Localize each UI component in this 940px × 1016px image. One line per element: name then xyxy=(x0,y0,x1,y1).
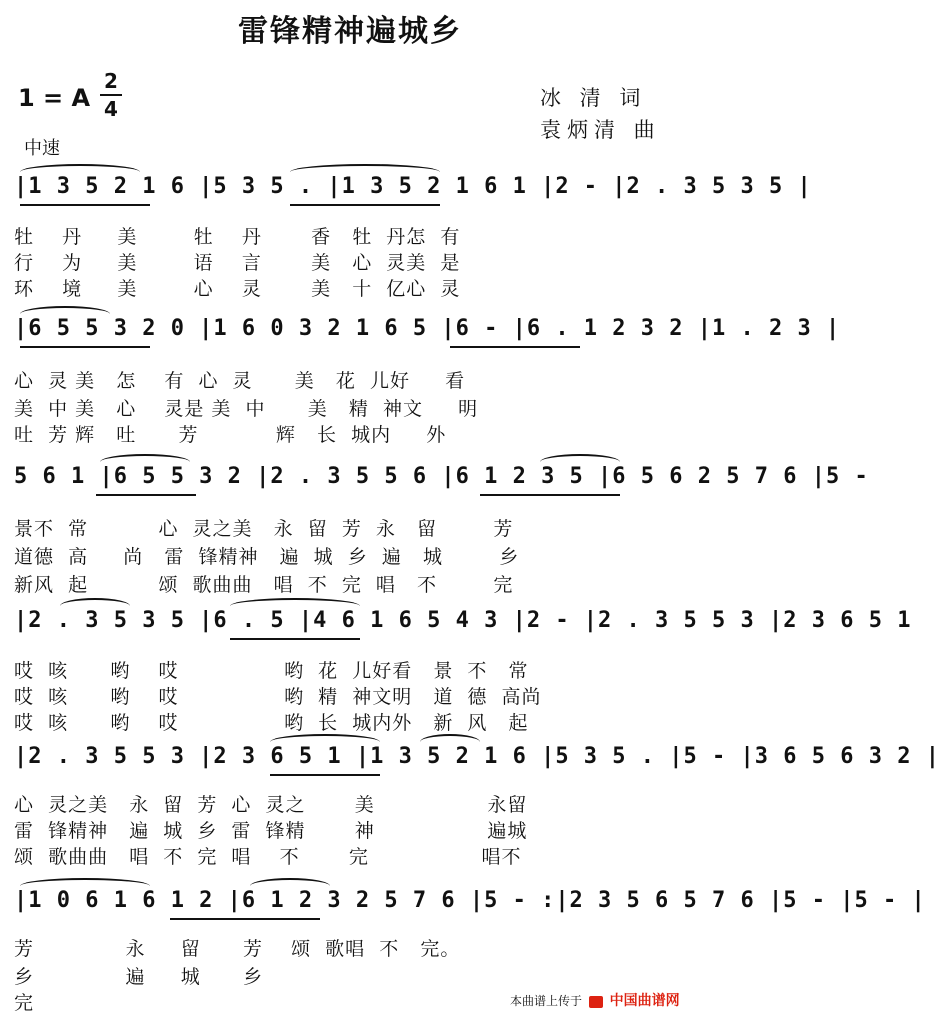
composer-credit: 袁炳清 曲 xyxy=(540,118,661,142)
beam xyxy=(96,494,196,496)
lyric-verse-3: 完 xyxy=(14,992,35,1014)
time-signature xyxy=(100,70,122,120)
lyricist-credit: 冰 清 词 xyxy=(540,86,647,110)
notation-text: |1 3 5 2 1 6 |5 3 5 . |1 3 5 2 1 6 1 |2 - |2 . 3 5 3 5 | xyxy=(14,174,812,199)
lyric-verse-3: 吐 芳 辉 吐 芳 辉 长 城内 外 xyxy=(14,424,447,446)
lyric-verse-1: 芳 永 留 芳 颂 歌唱 不 完。 xyxy=(14,938,461,960)
notation-text: 5 6 1 |6 5 5 3 2 |2 . 3 5 5 6 |6 1 2 3 5 |6 5 6 2 5 7 6 |5 - xyxy=(14,464,869,489)
lyric-verse-2: 雷 锋精神 遍 城 乡 雷 锋精 神 遍城 xyxy=(14,820,528,842)
source-footer xyxy=(510,990,680,1010)
lyric-verse-1: 景不 常 心 灵之美 永 留 芳 永 留 芳 xyxy=(14,518,514,540)
time-signature-bar xyxy=(100,94,122,96)
lyric-verse-3: 环 境 美 心 灵 美 十 亿心 灵 xyxy=(14,278,461,300)
footer-uploaded-text: 本曲谱上传于 xyxy=(510,994,583,1008)
beam xyxy=(480,494,620,496)
tempo-marking: 中速 xyxy=(24,138,60,159)
notation-text: |6 5 5 3 2 0 |1 6 0 3 2 1 6 5 |6 - |6 . 1 2 3 2 |1 . 2 3 | xyxy=(14,316,841,341)
beam xyxy=(230,638,360,640)
site-brand-link[interactable]: 中国曲谱网 xyxy=(609,993,680,1009)
lyric-verse-1: 心 灵之美 永 留 芳 心 灵之 美 永留 xyxy=(14,794,528,816)
lyric-verse-3: 颂 歌曲曲 唱 不 完 唱 不 完 唱不 xyxy=(14,846,522,868)
site-logo-icon xyxy=(589,996,603,1008)
beam xyxy=(170,918,320,920)
lyric-verse-2: 乡 遍 城 乡 xyxy=(14,966,263,988)
beam xyxy=(450,346,580,348)
lyric-verse-2: 道德 高 尚 雷 锋精神 遍 城 乡 遍 城 乡 xyxy=(14,546,520,568)
key-signature: 1 = A xyxy=(18,84,91,112)
lyric-verse-3: 哎 咳 哟 哎 哟 长 城内外 新 风 起 xyxy=(14,712,529,734)
notation-text: |1 0 6 1 6 1 2 |6 1 2 3 2 5 7 6 |5 - :|2 3 5 6 5 7 6 |5 - |5 - | xyxy=(14,888,926,913)
lyric-verse-3: 新风 起 颂 歌曲曲 唱 不 完 唱 不 完 xyxy=(14,574,514,596)
time-signature-bottom: 4 xyxy=(104,97,118,121)
lyric-verse-2: 哎 咳 哟 哎 哟 精 神文明 道 德 高尚 xyxy=(14,686,542,708)
beam xyxy=(270,774,380,776)
notation-text: |2 . 3 5 5 3 |2 3 6 5 1 |1 3 5 2 1 6 |5 3 5 . |5 - |3 6 5 6 3 2 | xyxy=(14,744,940,769)
lyric-verse-1: 哎 咳 哟 哎 哟 花 儿好看 景 不 常 xyxy=(14,660,529,682)
lyric-verse-1: 心 灵 美 怎 有 心 灵 美 花 儿好 看 xyxy=(14,370,466,392)
lyric-verse-1: 牡 丹 美 牡 丹 香 牡 丹怎 有 xyxy=(14,226,461,248)
notation-text: |2 . 3 5 3 5 |6 . 5 |4 6 1 6 5 4 3 |2 - |2 . 3 5 5 3 |2 3 6 5 1 xyxy=(14,608,912,633)
beam xyxy=(290,204,440,206)
beam xyxy=(20,346,150,348)
lyric-verse-2: 行 为 美 语 言 美 心 灵美 是 xyxy=(14,252,461,274)
beam xyxy=(20,204,150,206)
page-title: 雷锋精神遍城乡 xyxy=(238,14,462,49)
lyric-verse-2: 美 中 美 心 灵是 美 中 美 精 神文 明 xyxy=(14,398,479,420)
time-signature-top: 2 xyxy=(104,69,118,93)
